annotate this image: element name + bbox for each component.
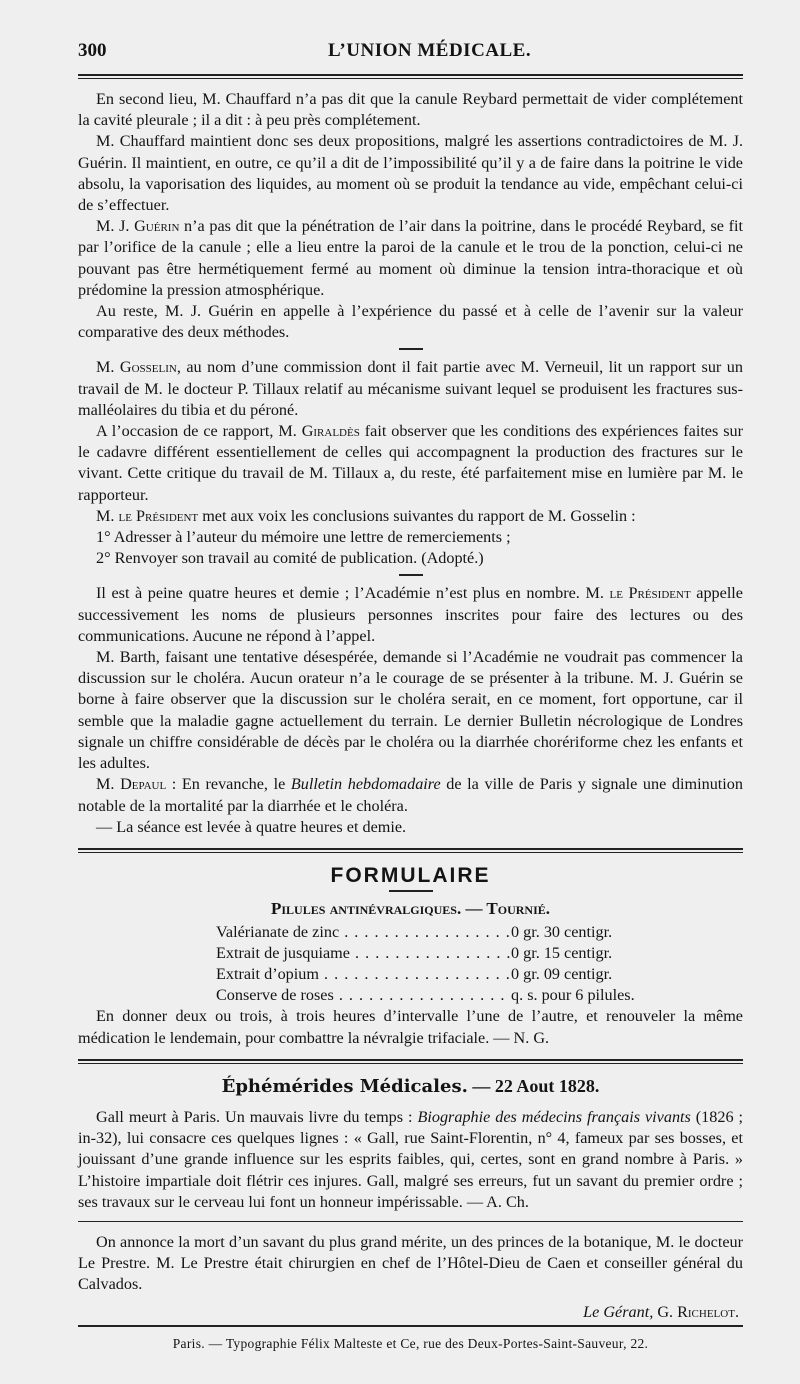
conclusion-item-1: 1° Adresser à l’auteur du mémoire une lettre de remerciements ; xyxy=(96,528,511,547)
paragraph-text: Il est à peine quatre heures et demie ; l’Académie n’est plus en nombre. M. xyxy=(96,584,610,603)
recipe-item xyxy=(216,985,686,1006)
ingredient-name: Extrait de jusquiame . . . xyxy=(216,943,511,964)
paragraph-president-1 xyxy=(78,506,743,527)
printer-imprint: Paris. — Typographie Félix Malteste et Ce, rue des Deux-Portes-Saint-Sauveur, 22. xyxy=(172,1335,649,1351)
speaker-name: Giraldès xyxy=(301,422,360,441)
conclusion-item-2: 2° Renvoyer son travail au comité de publication. (Adopté.) xyxy=(96,549,484,568)
journal-title: Bulletin hebdomadaire xyxy=(290,775,441,794)
formulaire-title: FORMULAIRE xyxy=(330,863,491,887)
paragraph-closing: — La séance est levée à quatre heures et demie. xyxy=(96,817,407,836)
section-separator xyxy=(78,1221,743,1222)
speaker-name: M. Gosselin xyxy=(96,358,177,377)
signature xyxy=(78,1302,743,1323)
recipe-title: Pilules antinévralgiques. — Tournié. xyxy=(270,899,551,919)
paragraph-barth: M. Barth, faisant une tentative désespérée, demande si l’Académie ne voudrait pas commencer la discussion sur le choléra. Aucun orateur n’a le courage de se présenter à la tribune. M. J. Guérin se borne à faire observer que la discussion sur le choléra serait, en ce moment, fort opportune, car il semble que la maladie gagne actuellement du terrain. Le dernier Bulletin nécrologique de Londres signale un chiffre considérable de décès par le choléra ou la diarrhée chorériforme chez les enfants et les adultes. xyxy=(78,648,743,773)
ephemerides-heading: Éphémérides Médicales. xyxy=(221,1075,468,1097)
announcement: On annonce la mort d’un savant du plus grand mérite, un des princes de la botanique, M. le docteur Le Prestre. M. Le Prestre était chirurgien en chef de l’Hôtel-Dieu de Caen et conseiller général du Calvados. xyxy=(78,1232,743,1294)
recipe-note: En donner deux ou trois, à trois heures d’intervalle l’une de l’autre, et renouveler la même médication le lendemain, pour combattre la névralgie trifaciale. — N. G. xyxy=(78,1007,743,1047)
section-separator xyxy=(399,574,423,576)
section-separator xyxy=(399,348,423,350)
speaker-name: le Président xyxy=(118,506,199,525)
paragraph-text: : En revanche, le xyxy=(166,775,291,794)
signature-label: Le Gérant, xyxy=(583,1302,654,1321)
ephemerides-title xyxy=(78,1076,743,1097)
ingredient-dose: 0 gr. 30 centigr. xyxy=(511,923,613,942)
recipe-item xyxy=(216,964,686,985)
paragraph-text: Gall meurt à Paris. Un mauvais livre du temps : xyxy=(96,1107,418,1126)
paragraph-text: n’a pas dit que la pénétration de l’air dans la poitrine, dans le procédé Reybard, se fit par l’orifice de la canule ; elle a lieu entre la paroi de la canule et le trou de la ponction, celui-ci ne pouvant pas être hermétiquement fermé au moment où diminue la tension intra-thoracique et où prédomine la pression atmosphérique. xyxy=(78,217,743,299)
paragraph-text: de la ville de Paris y signale une diminution notable de la mortalité par la diarrhée et le choléra. xyxy=(78,775,743,815)
ephemerides-date: — 22 Aout 1828. xyxy=(467,1075,600,1096)
recipe-item xyxy=(216,922,686,943)
signature-name: G. Richelot. xyxy=(653,1302,739,1321)
recipe-list xyxy=(216,922,686,1006)
paragraph-president-2 xyxy=(78,583,743,647)
paragraph-guerin-1 xyxy=(78,216,743,301)
ingredient-name: Extrait d’opium . . . xyxy=(216,964,511,985)
paragraph-guerin-2: Au reste, M. J. Guérin en appelle à l’expérience du passé et à celle de l’avenir sur la valeur comparative des deux méthodes. xyxy=(78,302,743,342)
paragraph-text: (1826 ; in-32), lui consacre ces quelques lignes : « Gall, rue Saint-Florentin, n° 4, fameux par ses bosses, et jouissant d’une grande influence sur les esprits faibles, qui, certes, sont en grand nombre à Paris. » L’histoire impartiale doit flétrir ces injures. Gall, malgré ses erreurs, fut un savant du premier ordre ; ses travaux sur le cerveau lui font un honneur impérissable. — A. Ch. xyxy=(78,1107,744,1211)
header-rule xyxy=(78,74,743,79)
paragraph-text: M. xyxy=(96,775,121,794)
ingredient-dose: 0 gr. 15 centigr. xyxy=(511,944,613,963)
paragraph-giraldes xyxy=(78,421,743,506)
paragraph-depaul xyxy=(78,774,743,816)
book-title: Biographie des médecins français vivants xyxy=(417,1107,691,1126)
paragraph-chauffard-1: En second lieu, M. Chauffard n’a pas dit que la canule Reybard permettait de vider complétement la cavité pleurale ; il a dit : à peu près complétement. xyxy=(78,90,743,130)
page-header xyxy=(78,40,743,70)
speaker-name: Depaul xyxy=(120,775,167,794)
paragraph-gosselin xyxy=(78,357,743,421)
paragraph-text: M. xyxy=(96,506,119,525)
footer-rule xyxy=(78,1325,743,1327)
running-title: L’UNION MÉDICALE. xyxy=(328,40,532,61)
paragraph-text: appelle successivement les noms de plusieurs personnes inscrites pour faire des lectures ou des communications. Aucune ne répond à l’appel. xyxy=(78,584,743,645)
paragraph-text: A l’occasion de ce rapport, M. xyxy=(96,422,302,441)
speaker-name: M. J. Guérin xyxy=(96,217,180,236)
paragraph-text: fait observer que les conditions des expériences faites sur le cadavre différent essentiellement de celles qui accompagnent la production des fractures sur le vivant. Cette critique du travail de M. Tillaux a, du reste, été parfaitement mise en lumière par M. le rapporteur. xyxy=(78,422,743,504)
ingredient-dose: 0 gr. 09 centigr. xyxy=(511,965,613,984)
section-separator xyxy=(389,890,433,892)
paragraph-chauffard-2: M. Chauffard maintient donc ses deux propositions, malgré les assertions contradictoires de M. J. Guérin. Il maintient, en outre, ce qu’il a dit de l’impossibilité qu’il y a de faire dans la poitrine le vide absolu, la vaporisation des liquides, au moment où se produit la tendance au vide, empêchant celui-ci de s’effectuer. xyxy=(78,132,743,215)
section-double-rule xyxy=(78,848,743,853)
paragraph-text: , au nom d’une commission dont il fait partie avec M. Verneuil, lit un rapport sur un travail de M. le docteur P. Tillaux relatif au mécanisme suivant lequel se produisent les fractures sus-malléolaires du tibia et du péroné. xyxy=(78,358,743,419)
page-number: 300 xyxy=(78,40,107,61)
speaker-name: le Président xyxy=(609,584,691,603)
ingredient-name: Valérianate de zinc . . . xyxy=(216,922,511,943)
ephemerides-text xyxy=(78,1107,743,1213)
ingredient-dose: q. s. pour 6 pilules. xyxy=(511,986,635,1005)
recipe-item xyxy=(216,943,686,964)
ingredient-name: Conserve de roses . . . xyxy=(216,985,511,1006)
journal-page xyxy=(78,40,743,1354)
section-double-rule xyxy=(78,1059,743,1064)
paragraph-text: met aux voix les conclusions suivantes du rapport de M. Gosselin : xyxy=(198,506,636,525)
